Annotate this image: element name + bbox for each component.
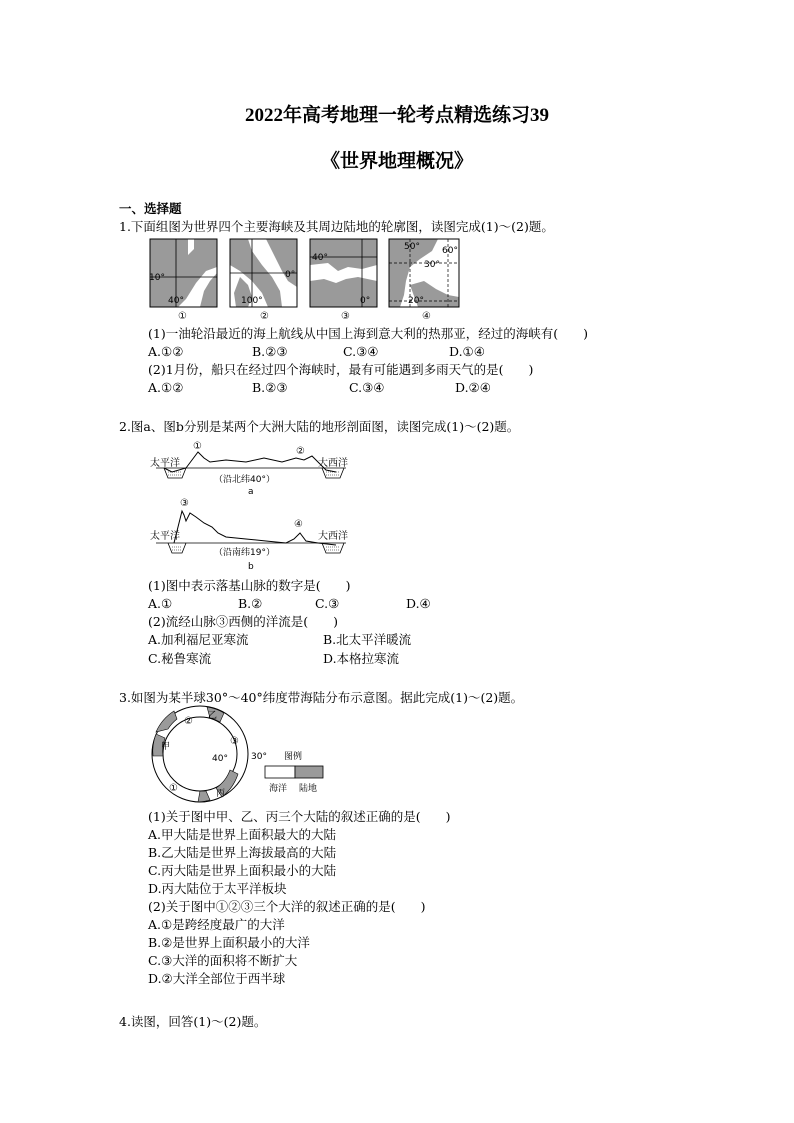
- profile-a-right-label: 大西洋: [318, 458, 348, 469]
- q3-p1-option-b: B.乙大陆是世界上海拔最高的大陆: [148, 845, 337, 860]
- profile-a-left-label: 太平洋: [150, 458, 180, 469]
- profile-a-num-2: ②: [296, 446, 305, 457]
- map3-number: ③: [341, 311, 350, 322]
- q3-latitude-band-figure: [144, 704, 334, 804]
- q3-stem: 3.如图为某半球30°～40°纬度带海陆分布示意图。据此完成(1)～(2)题。: [119, 690, 524, 705]
- q3-part1: (1)关于图中甲、乙、丙三个大陆的叙述正确的是( ): [148, 809, 451, 824]
- profile-b-caption: （沿南纬19°）: [214, 548, 275, 558]
- q2-part2: (2)流经山脉③西侧的洋流是( ): [148, 614, 338, 629]
- q3-p2-option-c: C.③大洋的面积将不断扩大: [148, 953, 298, 968]
- q3-lat-30: 30°: [251, 752, 267, 762]
- map2-lon-label: 100°: [241, 296, 263, 306]
- q2-p1-option-a: A.①: [148, 596, 173, 611]
- q2-p2-option-d: D.本格拉寒流: [323, 651, 400, 666]
- q3-label-yi: 乙: [208, 711, 218, 721]
- q3-ocean-1: ①: [169, 783, 178, 794]
- map4-label-b: 60°: [442, 246, 458, 256]
- page-title: 2022年高考地理一轮考点精选练习39: [244, 105, 549, 126]
- q2-p1-option-b: B.②: [238, 596, 263, 611]
- page-subtitle: 《世界地理概况》: [320, 151, 473, 172]
- map4-label-a: 50°: [404, 242, 420, 252]
- q2-p1-option-d: D.④: [406, 596, 431, 611]
- q3-p2-option-d: D.②大洋全部位于西半球: [148, 971, 286, 986]
- legend-land: 陆地: [299, 784, 318, 794]
- profile-b-num-4: ④: [294, 519, 303, 530]
- map1-lat-label: 10°: [149, 273, 165, 283]
- q2-stem: 2.图a、图b分别是某两个大洲大陆的地形剖面图，读图完成(1)～(2)题。: [119, 419, 520, 434]
- map2-lat-label: 0°: [285, 270, 296, 280]
- profile-a-num-1: ①: [193, 441, 202, 452]
- strait-map-4: [389, 239, 459, 322]
- map1-number: ①: [178, 311, 187, 322]
- q2-part1: (1)图中表示落基山脉的数字是( ): [148, 578, 351, 593]
- q2-p2-option-b: B.北太平洋暖流: [323, 632, 412, 647]
- q1-p2-option-b: B.②③: [252, 380, 288, 395]
- q1-p1-option-d: D.①④: [449, 344, 485, 359]
- q3-label-bing: 丙: [216, 789, 226, 799]
- profile-a-caption: （沿北纬40°）: [214, 475, 275, 485]
- q2-profile-b: [146, 493, 356, 575]
- map3-lat-label: 40°: [312, 253, 328, 263]
- q2-p2-option-a: A.加利福尼亚寒流: [148, 632, 249, 647]
- map2-number: ②: [260, 311, 269, 322]
- legend-ocean: 海洋: [269, 784, 288, 794]
- map4-label-c: 30°: [424, 260, 440, 270]
- q1-p1-option-c: C.③④: [343, 344, 379, 359]
- q1-p1-option-a: A.①②: [148, 344, 184, 359]
- q1-strait-maps: [148, 237, 468, 323]
- q3-p1-option-c: C.丙大陆是世界上面积最小的大陆: [148, 863, 337, 878]
- q3-ocean-3: ③: [230, 736, 239, 747]
- q2-profile-a: [146, 438, 356, 498]
- q1-stem: 1.下面组图为世界四个主要海峡及其周边陆地的轮廓图，读图完成(1)～(2)题。: [119, 219, 554, 234]
- profile-b-num-3: ③: [180, 498, 189, 509]
- q3-label-jia: 甲: [161, 742, 171, 752]
- q1-p2-option-a: A.①②: [148, 380, 184, 395]
- section-heading: 一、选择题: [119, 201, 182, 216]
- q1-part1: (1)一油轮沿最近的海上航线从中国上海到意大利的热那亚，经过的海峡有( ): [148, 326, 588, 341]
- q3-lat-40: 40°: [212, 754, 228, 764]
- profile-b-right-label: 大西洋: [318, 531, 348, 542]
- q1-part2: (2)1月份，船只在经过四个海峡时，最有可能遇到多雨天气的是( ): [148, 362, 534, 377]
- profile-b-label: b: [248, 562, 254, 572]
- q3-p1-option-a: A.甲大陆是世界上面积最大的大陆: [148, 827, 337, 842]
- q1-p2-option-c: C.③④: [349, 380, 385, 395]
- q2-p1-option-c: C.③: [315, 596, 340, 611]
- q3-part2: (2)关于图中①②③三个大洋的叙述正确的是( ): [148, 899, 426, 914]
- map1-lon-label: 40°: [168, 296, 184, 306]
- map3-lon-label: 0°: [360, 296, 371, 306]
- profile-a-label: a: [248, 487, 254, 497]
- legend-title: 图例: [284, 752, 303, 762]
- q3-ocean-2: ②: [184, 716, 193, 727]
- q1-p2-option-d: D.②④: [455, 380, 491, 395]
- map4-label-d: 20°: [408, 296, 424, 306]
- q2-p2-option-c: C.秘鲁寒流: [148, 651, 212, 666]
- q3-p2-option-a: A.①是跨经度最广的大洋: [148, 917, 285, 932]
- q1-p1-option-b: B.②③: [252, 344, 288, 359]
- q3-p2-option-b: B.②是世界上面积最小的大洋: [148, 935, 310, 950]
- q4-stem: 4.读图，回答(1)～(2)题。: [119, 1014, 267, 1029]
- profile-b-left-label: 太平洋: [150, 531, 180, 542]
- strait-map-1: [149, 239, 217, 322]
- strait-map-3: [310, 239, 377, 322]
- q3-p1-option-d: D.丙大陆位于太平洋板块: [148, 881, 287, 896]
- map4-number: ④: [422, 311, 431, 322]
- strait-map-2: [230, 239, 297, 322]
